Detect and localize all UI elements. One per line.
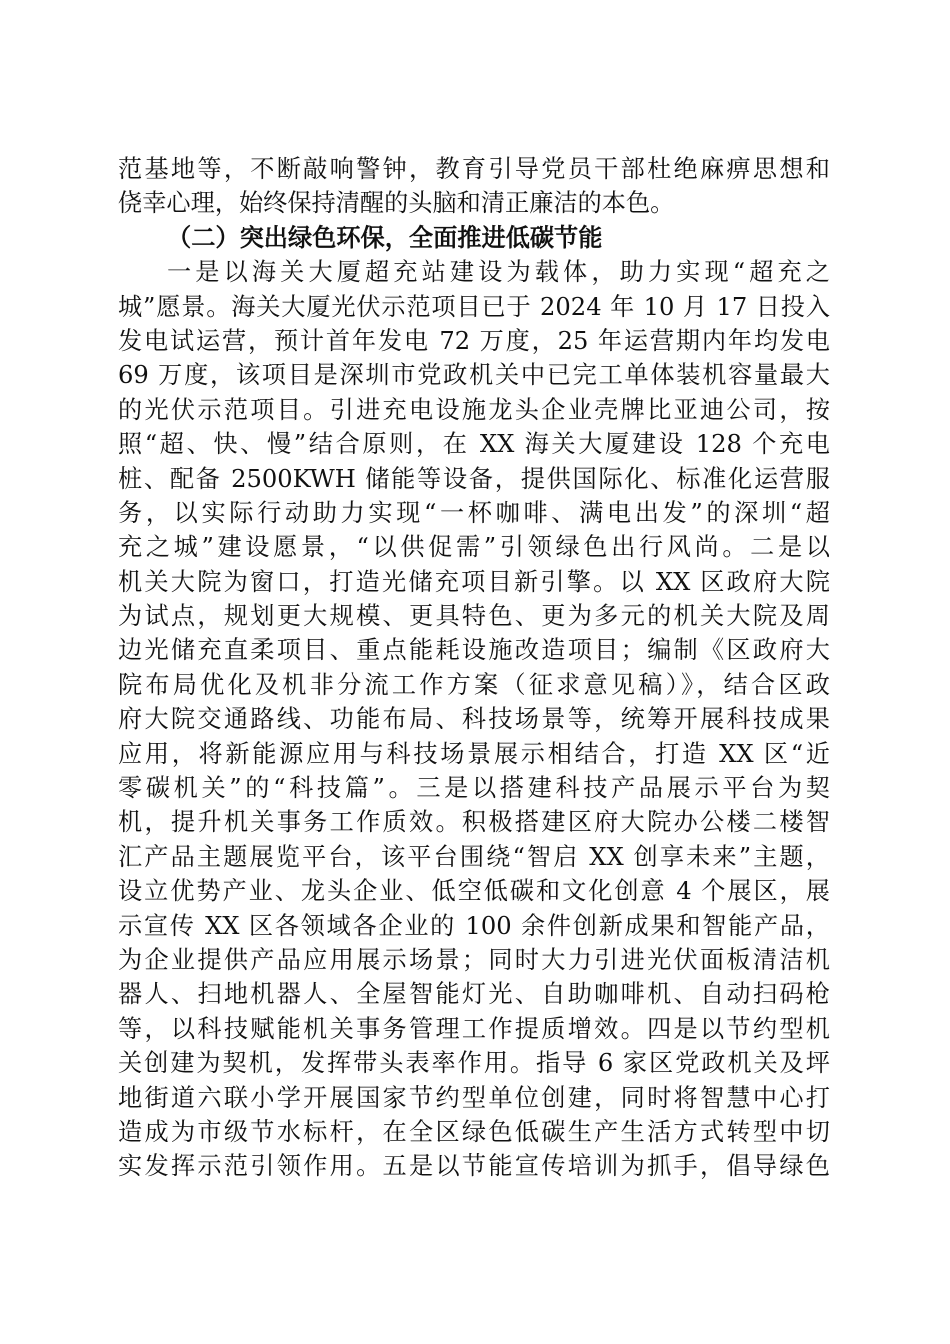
paragraph-first-line: 一是以海关大厦超充站建设为载体，助力实现“超充之 [167,258,830,287]
paragraph-line: 桩、配备 2500KWH 储能等设备，提供国际化、标准化运营服 [118,464,830,493]
paragraph-line: 侥幸心理，始终保持清醒的头脑和清正廉洁的本色。 [118,189,675,218]
paragraph-line: 实发挥示范引领作用。五是以节能宣传培训为抓手，倡导绿色 [118,1152,830,1181]
paragraph-line: 器人、扫地机器人、全屋智能灯光、自助咖啡机、自动扫码枪 [118,980,830,1009]
paragraph-line: 充之城”建设愿景，“以供促需”引领绿色出行风尚。二是以 [118,533,830,562]
paragraph-line: 造成为市级节水标杆，在全区绿色低碳生产生活方式转型中切 [118,1117,830,1146]
paragraph-line: 机关大院为窗口，打造光储充项目新引擎。以 XX 区政府大院 [118,567,830,596]
paragraph-line: 院布局优化及机非分流工作方案（征求意见稿）》，结合区政 [118,670,830,699]
paragraph-line: 零碳机关”的“科技篇”。三是以搭建科技产品展示平台为契 [118,774,830,803]
paragraph-line: 设立优势产业、龙头企业、低空低碳和文化创意 4 个展区，展 [118,877,830,906]
paragraph-line: 为企业提供产品应用展示场景；同时大力引进光伏面板清洁机 [118,945,830,974]
paragraph-line: 府大院交通路线、功能布局、科技场景等，统筹开展科技成果 [118,705,830,734]
paragraph-line: 为试点，规划更大规模、更具特色、更为多元的机关大院及周 [118,602,830,631]
paragraph-line: 关创建为契机，发挥带头表率作用。指导 6 家区党政机关及坪 [118,1049,830,1078]
paragraph-line: 范基地等，不断敲响警钟，教育引导党员干部杜绝麻痹思想和 [118,155,830,183]
paragraph-line: 边光储充直柔项目、重点能耗设施改造项目；编制《区政府大 [118,636,830,665]
paragraph-line: 城”愿景。海关大厦光伏示范项目已于 2024 年 10 月 17 日投入 [118,292,830,321]
body-text [118,152,830,1184]
section-heading: （二）突出绿色环保，全面推进低碳节能 [167,222,603,252]
paragraph-line: 照“超、快、慢”结合原则，在 XX 海关大厦建设 128 个充电 [118,430,830,459]
paragraph-line: 务，以实际行动助力实现“一杯咖啡、满电出发”的深圳“超 [118,498,830,527]
paragraph-line: 的光伏示范项目。引进充电设施龙头企业壳牌比亚迪公司，按 [118,395,830,424]
paragraph-line: 69 万度，该项目是深圳市党政机关中已完工单体装机容量最大 [118,361,830,390]
paragraph-line: 示宣传 XX 区各领域各企业的 100 余件创新成果和智能产品， [118,911,830,940]
paragraph-line: 发电试运营，预计首年发电 72 万度，25 年运营期内年均发电 [118,326,830,355]
paragraph-line: 地街道六联小学开展国家节约型单位创建，同时将智慧中心打 [118,1083,830,1112]
paragraph-line: 应用，将新能源应用与科技场景展示相结合，打造 XX 区“近 [118,739,830,768]
paragraph-line: 机，提升机关事务工作质效。积极搭建区府大院办公楼二楼智 [118,808,830,837]
paragraph-line: 汇产品主题展览平台，该平台围绕“智启 XX 创享未来”主题， [118,842,830,871]
paragraph-line: 等，以科技赋能机关事务管理工作提质增效。四是以节约型机 [118,1014,830,1043]
